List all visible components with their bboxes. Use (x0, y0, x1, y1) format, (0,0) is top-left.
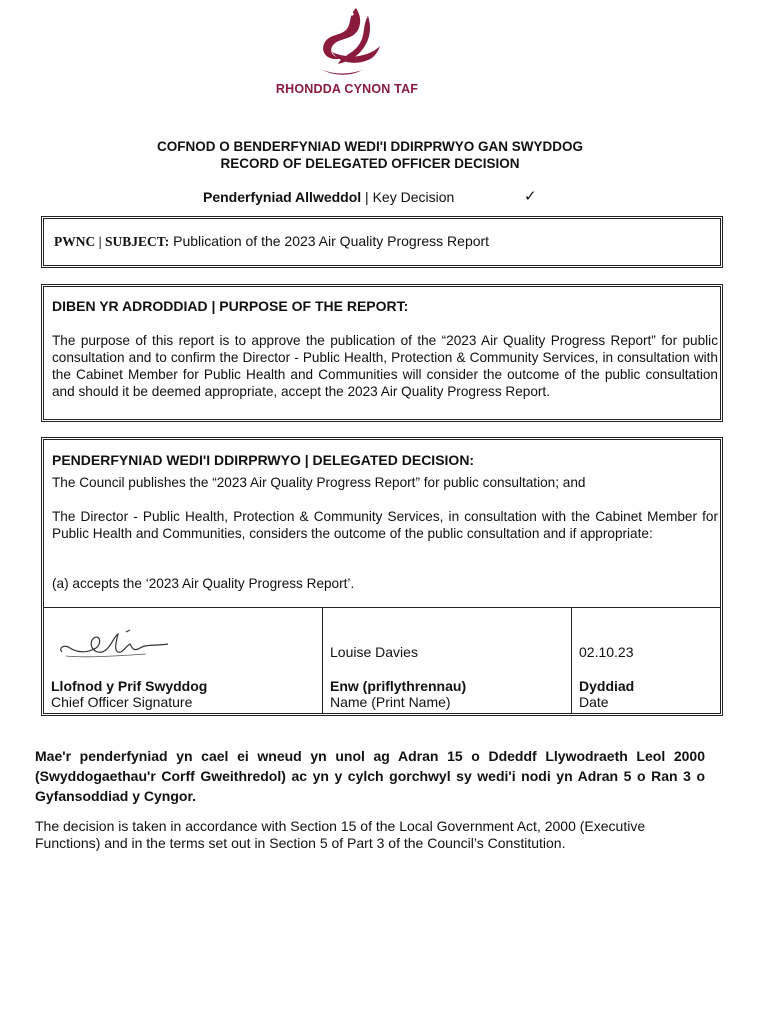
footer-welsh: Mae'r penderfyniad yn cael ei wneud yn unol ag Adran 15 o Ddeddf Llywodraeth Leol 2000 (Swyddogaethau'r Corff Gweithredol) ac yn y cylch gorchwyl sy wedi'i nodi yn Adran 5 o Ran 3 o Gyfansoddiad y Cyngor. (35, 748, 705, 804)
council-logo (262, 6, 432, 96)
subject-label: PWNC | SUBJECT: (54, 234, 170, 249)
handwritten-signature (56, 624, 176, 664)
decision-para-2: The Director - Public Health, Protection & Community Services, in consultation with the Cabinet Member for Public Health and Communities, considers the outcome of the public consultation and if appropriate: (52, 509, 718, 541)
date-cell (571, 608, 720, 714)
title-english: RECORD OF DELEGATED OFFICER DECISION (220, 156, 520, 171)
key-decision-welsh: Penderfyniad Allweddol (203, 189, 362, 205)
key-decision-line (203, 189, 454, 205)
date-label-welsh: Dyddiad (579, 678, 635, 694)
name-value: Louise Davies (330, 644, 418, 660)
key-decision-separator: | (361, 189, 373, 205)
checkmark-icon: ✓ (524, 188, 537, 205)
key-decision-english: Key Decision (372, 189, 455, 205)
subject-value: Publication of the 2023 Air Quality Progress Report (173, 233, 490, 249)
name-cell (322, 608, 571, 714)
title-welsh: COFNOD O BENDERFYNIAD WEDI'I DDIRPRWYO GAN SWYDDOG (157, 139, 583, 154)
decision-title: PENDERFYNIAD WEDI'I DDIRPRWYO | DELEGATED DECISION: (52, 452, 475, 468)
purpose-box (41, 284, 723, 422)
signature-cell (44, 608, 322, 714)
date-label-english: Date (579, 694, 609, 710)
signature-label-english: Chief Officer Signature (51, 694, 193, 710)
dragon-emblem-icon (312, 6, 382, 78)
signature-label-welsh: Llofnod y Prif Swyddog (51, 678, 208, 694)
date-value: 02.10.23 (579, 644, 634, 660)
name-label-welsh: Enw (priflythrennau) (330, 678, 467, 694)
subject-box (41, 216, 723, 268)
logo-text: RHONDDA CYNON TAF (275, 82, 419, 96)
decision-para-3: (a) accepts the ‘2023 Air Quality Progress Report’. (52, 576, 355, 591)
name-label-english: Name (Print Name) (330, 694, 451, 710)
signature-table (44, 607, 720, 714)
decision-box (41, 437, 723, 716)
purpose-title: DIBEN YR ADRODDIAD | PURPOSE OF THE REPORT: (52, 298, 409, 314)
purpose-text: The purpose of this report is to approve the publication of the “2023 Air Quality Progress Report” for public consultation and to confirm the Director - Public Health, Protection & Community Services, in consultation with the Cabinet Member for Public Health and Communities will consider the outcome of the public consultation and should it be deemed appropriate, accept the 2023 Air Quality Progress Report. (52, 333, 718, 399)
footer-english: The decision is taken in accordance with Section 15 of the Local Government Act, 2000 (Executive Functions) and in the terms set out in Section 5 of Part 3 of the Council’s Constitution. (35, 818, 646, 851)
decision-para-1: The Council publishes the “2023 Air Quality Progress Report” for public consultation; and (52, 475, 586, 490)
